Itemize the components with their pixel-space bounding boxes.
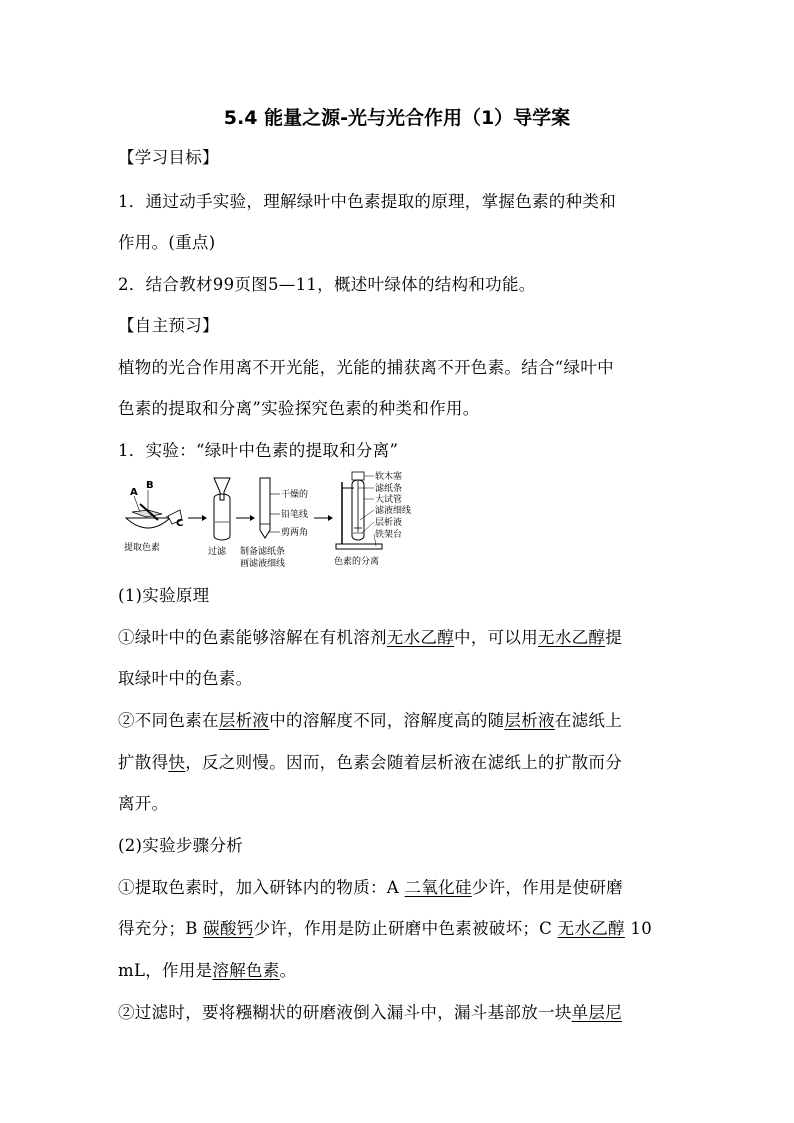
principle-2-line-1 (118, 709, 698, 733)
answer-blank: 无水乙醇 (538, 628, 606, 647)
note-solvent: 层析液 (375, 518, 403, 528)
figure-label-b: B (146, 480, 154, 491)
figure-label-a: A (130, 487, 138, 498)
filter-strip-icon (260, 478, 280, 538)
preview-intro-line-1: 植物的光合作用离不开光能，光能的捕获离不开色素。结合“绿叶中 (118, 358, 614, 377)
answer-blank: 溶解色素 (212, 961, 280, 980)
experiment-figure (118, 470, 438, 575)
preview-header: 【自主预习】 (118, 316, 219, 335)
principle-2-line-2 (118, 751, 698, 775)
arrow-icon (188, 515, 207, 521)
text-segment: 扩散得 (118, 753, 169, 772)
answer-blank: 二氧化硅 (404, 878, 472, 897)
note-line: 滤液细线 (375, 506, 412, 516)
answer-blank: 无水乙醇 (557, 919, 625, 938)
principle-2-line-3: 离开。 (118, 794, 169, 813)
note-strip: 滤纸条 (375, 484, 403, 494)
text-segment: ①绿叶中的色素能够溶解在有机溶剂 (118, 628, 387, 647)
note-cut: 剪两角 (281, 528, 309, 538)
page-title: 5.4 能量之源-光与光合作用（1）导学案 (223, 107, 571, 129)
text-segment: ，反之则慢。因而，色素会随着层析液在滤纸上的扩散而分 (185, 753, 623, 772)
text-segment: 提 (605, 628, 623, 647)
principle-1-line-1 (118, 626, 698, 650)
text-segment: ①提取色素时，加入研钵内的物质：A (118, 878, 405, 897)
principle-header: (1)实验原理 (118, 586, 210, 605)
funnel-icon (214, 478, 230, 540)
text-segment: 。 (279, 961, 297, 980)
answer-blank: 单层尼 (571, 1003, 623, 1022)
text-segment: mL，作用是 (118, 961, 213, 980)
text-segment: 中，可以用 (454, 628, 539, 647)
step-1-line-1 (118, 876, 698, 900)
arrow-icon (314, 515, 333, 521)
arrow-icon (236, 515, 255, 521)
goal-2: 2．结合教材99页图5—11，概述叶绿体的结构和功能。 (118, 275, 536, 294)
steps-header: (2)实验步骤分析 (118, 836, 244, 855)
goal-1-line-2: 作用。(重点) (118, 233, 216, 252)
caption-filter: 过滤 (208, 547, 227, 557)
answer-blank: 无水乙醇 (386, 628, 455, 647)
text-segment: 得充分；B (118, 919, 204, 938)
caption-prepare-2: 画滤液细线 (240, 559, 286, 569)
caption-prepare-1: 制备滤纸条 (240, 547, 286, 557)
figure-label-c: C (176, 518, 184, 529)
text-segment: ②不同色素在 (118, 711, 219, 730)
text-segment: ②过滤时，要将糨糊状的研磨液倒入漏斗中，漏斗基部放一块 (118, 1003, 572, 1022)
answer-blank: 层析液 (218, 711, 270, 730)
text-segment: 少许，作用是防止研磨中色素被破坏；C (253, 919, 558, 938)
experiment-title: 1．实验：“绿叶中色素的提取和分离” (118, 441, 399, 460)
goals-header: 【学习目标】 (118, 148, 219, 167)
caption-separate: 色素的分离 (334, 557, 380, 567)
step-1-line-3 (118, 959, 698, 983)
answer-blank: 碳酸钙 (203, 919, 254, 938)
text-segment: 10 (624, 919, 652, 938)
goal-1-line-1: 1．通过动手实验，理解绿叶中色素提取的原理，掌握色素的种类和 (118, 192, 616, 211)
text-segment: 中的溶解度不同，溶解度高的随 (269, 711, 505, 730)
text-segment: 在滤纸上 (554, 711, 623, 730)
preview-intro-line-2: 色素的提取和分离”实验探究色素的种类和作用。 (118, 399, 480, 418)
answer-blank: 快 (168, 753, 186, 772)
text-segment: 少许，作用是使研磨 (471, 878, 623, 897)
principle-1-line-2: 取绿叶中的色素。 (118, 669, 253, 688)
step-2-line-1 (118, 1001, 698, 1025)
note-stand: 铁架台 (375, 530, 403, 540)
note-cork: 软木塞 (375, 472, 403, 482)
note-tube: 大试管 (375, 495, 403, 505)
step-1-line-2 (118, 917, 698, 941)
answer-blank: 层析液 (504, 711, 555, 730)
note-pencil: 铅笔线 (281, 510, 309, 520)
caption-extract: 提取色素 (124, 543, 161, 553)
note-dry: 干燥的 (281, 490, 309, 500)
